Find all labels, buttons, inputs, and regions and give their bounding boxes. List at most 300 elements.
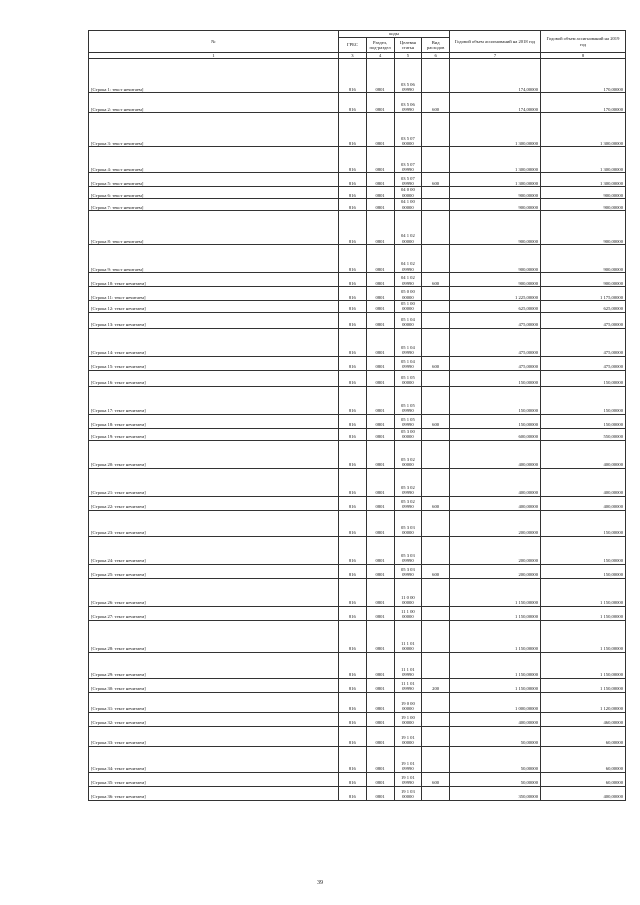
row-target-article: 04 1 00 00000 [394,199,422,211]
header-expense-type: Вид расходов [422,38,450,53]
row-grbs: 816 [339,414,367,428]
row-section: 0801 [366,468,394,496]
table-row [89,746,626,772]
row-amount-2018: 1 150,00000 [450,678,541,692]
row-section: 0801 [366,510,394,536]
row-grbs: 816 [339,93,367,113]
row-amount-2019: 400,00000 [541,440,626,468]
header-grbs: ГРБС [339,38,367,53]
row-expense-type [422,301,450,313]
row-grbs: 816 [339,147,367,173]
table-row [89,93,626,113]
table-row [89,692,626,712]
row-grbs: 816 [339,199,367,211]
colnum-4: 4 [366,53,394,59]
row-target-article: 05 0 00 00000 [394,287,422,301]
row-section: 0801 [366,59,394,93]
row-name: [Строка 30: текст нечитаем] [89,678,339,692]
row-grbs: 816 [339,620,367,652]
row-grbs: 816 [339,726,367,746]
row-amount-2019: 150,00000 [541,370,626,386]
colnum-3: 3 [339,53,367,59]
row-name: [Строка 16: текст нечитаем] [89,370,339,386]
row-amount-2018: 400,00000 [450,712,541,726]
row-name: [Строка 29: текст нечитаем] [89,652,339,678]
row-grbs: 816 [339,496,367,510]
row-target-article: 03 5 07 09990 [394,173,422,187]
row-name: [Строка 23: текст нечитаем] [89,510,339,536]
row-amount-2018: 1 150,00000 [450,578,541,606]
table-row [89,211,626,245]
row-amount-2019: 1 120,00000 [541,692,626,712]
header-num: № [89,31,339,53]
row-grbs: 816 [339,245,367,273]
row-target-article: 11 0 00 00000 [394,578,422,606]
table-row [89,496,626,510]
row-target-article: 05 1 04 00000 [394,312,422,328]
row-name: [Строка 25: текст нечитаем] [89,564,339,578]
table-row [89,440,626,468]
row-amount-2019: 1 150,00000 [541,652,626,678]
row-section: 0801 [366,772,394,786]
table-row [89,147,626,173]
table-row [89,678,626,692]
row-expense-type [422,245,450,273]
row-amount-2018: 200,00000 [450,510,541,536]
header-year-2019: Годовой объем ассигнований на 2019 год [541,31,626,53]
row-section: 0801 [366,440,394,468]
row-section: 0801 [366,113,394,147]
row-name: [Строка 14: текст нечитаем] [89,328,339,356]
row-expense-type: 600 [422,93,450,113]
row-amount-2019: 1 300,00000 [541,113,626,147]
row-amount-2018: 350,00000 [450,786,541,800]
row-expense-type [422,113,450,147]
row-grbs: 816 [339,187,367,199]
row-grbs: 816 [339,746,367,772]
row-name: [Строка 11: текст нечитаем] [89,287,339,301]
row-amount-2019: 460,00000 [541,712,626,726]
row-target-article: 05 1 00 00000 [394,301,422,313]
table-row [89,301,626,313]
row-expense-type [422,652,450,678]
row-section: 0801 [366,606,394,620]
row-amount-2018: 475,00000 [450,312,541,328]
row-amount-2018: 150,00000 [450,414,541,428]
row-amount-2019: 475,00000 [541,328,626,356]
row-grbs: 816 [339,772,367,786]
row-name: [Строка 12: текст нечитаем] [89,301,339,313]
row-amount-2019: 900,00000 [541,199,626,211]
row-section: 0801 [366,428,394,440]
row-name: [Строка 9: текст нечитаем] [89,245,339,273]
row-target-article: 05 3 03 00000 [394,510,422,536]
row-amount-2018: 1 150,00000 [450,620,541,652]
row-grbs: 816 [339,328,367,356]
row-expense-type [422,746,450,772]
row-expense-type [422,620,450,652]
row-amount-2018: 400,00000 [450,468,541,496]
row-name: [Строка 17: текст нечитаем] [89,386,339,414]
header-section: Раздел, под-раздел [366,38,394,53]
row-target-article: 04 1 02 00000 [394,211,422,245]
row-expense-type: 600 [422,273,450,287]
row-name: [Строка 1: текст нечитаем] [89,59,339,93]
row-amount-2018: 150,00000 [450,386,541,414]
row-target-article: 19 1 03 00000 [394,786,422,800]
row-expense-type: 600 [422,772,450,786]
row-target-article: 05 3 00 00000 [394,428,422,440]
row-name: [Строка 26: текст нечитаем] [89,578,339,606]
row-amount-2019: 1 150,00000 [541,678,626,692]
row-section: 0801 [366,301,394,313]
row-amount-2018: 400,00000 [450,440,541,468]
row-amount-2019: 900,00000 [541,273,626,287]
row-amount-2018: 1 150,00000 [450,606,541,620]
row-target-article: 11 1 01 09990 [394,678,422,692]
header-year-2018: Годовой объем ассигнований на 2018 год [450,31,541,53]
row-amount-2018: 50,00000 [450,772,541,786]
row-target-article: 19 1 01 00000 [394,726,422,746]
row-section: 0801 [366,414,394,428]
colnum-5: 5 [394,53,422,59]
row-amount-2018: 200,00000 [450,536,541,564]
row-section: 0801 [366,173,394,187]
table-row [89,287,626,301]
row-name: [Строка 15: текст нечитаем] [89,356,339,370]
row-amount-2019: 900,00000 [541,245,626,273]
row-name: [Строка 4: текст нечитаем] [89,147,339,173]
row-section: 0801 [366,356,394,370]
row-grbs: 816 [339,356,367,370]
row-grbs: 816 [339,652,367,678]
row-target-article: 11 1 00 00000 [394,606,422,620]
row-name: [Строка 34: текст нечитаем] [89,746,339,772]
table-row [89,726,626,746]
table-row [89,428,626,440]
row-amount-2018: 900,00000 [450,273,541,287]
row-grbs: 816 [339,428,367,440]
row-expense-type [422,147,450,173]
table-row [89,578,626,606]
colnum-1: 1 [89,53,339,59]
row-name: [Строка 3: текст нечитаем] [89,113,339,147]
row-amount-2018: 150,00000 [450,370,541,386]
row-target-article: 05 1 05 09990 [394,386,422,414]
row-expense-type: 600 [422,356,450,370]
row-section: 0801 [366,536,394,564]
row-expense-type [422,187,450,199]
row-section: 0801 [366,678,394,692]
row-target-article: 03 5 06 09990 [394,93,422,113]
table-row [89,386,626,414]
row-section: 0801 [366,692,394,712]
row-target-article: 11 1 01 00000 [394,620,422,652]
row-section: 0801 [366,712,394,726]
row-section: 0801 [366,620,394,652]
row-amount-2019: 150,00000 [541,510,626,536]
row-expense-type [422,578,450,606]
table-row [89,510,626,536]
row-grbs: 816 [339,211,367,245]
row-amount-2019: 475,00000 [541,356,626,370]
row-section: 0801 [366,211,394,245]
row-grbs: 816 [339,59,367,93]
row-grbs: 816 [339,113,367,147]
row-expense-type: 600 [422,564,450,578]
table-row [89,620,626,652]
row-amount-2019: 60,00000 [541,746,626,772]
row-target-article: 19 1 01 09990 [394,746,422,772]
row-amount-2019: 170,00000 [541,59,626,93]
row-target-article: 04 1 02 09990 [394,273,422,287]
row-target-article: 05 1 04 09990 [394,356,422,370]
row-section: 0801 [366,786,394,800]
row-target-article: 19 1 00 00000 [394,712,422,726]
table-row [89,59,626,93]
row-name: [Строка 33: текст нечитаем] [89,726,339,746]
table-row [89,606,626,620]
table-row [89,652,626,678]
row-amount-2019: 60,00000 [541,772,626,786]
colnum-8: 8 [541,53,626,59]
row-amount-2019: 1 175,00000 [541,287,626,301]
row-amount-2018: 900,00000 [450,211,541,245]
row-section: 0801 [366,147,394,173]
row-expense-type [422,211,450,245]
row-target-article: 11 1 01 09990 [394,652,422,678]
row-name: [Строка 18: текст нечитаем] [89,414,339,428]
table-row [89,273,626,287]
row-amount-2018: 600,00000 [450,428,541,440]
row-grbs: 816 [339,312,367,328]
table-row [89,772,626,786]
header-target-article: Целевая статья [394,38,422,53]
budget-table [88,30,626,801]
row-amount-2018: 50,00000 [450,726,541,746]
row-amount-2019: 475,00000 [541,312,626,328]
row-amount-2019: 170,00000 [541,93,626,113]
row-section: 0801 [366,564,394,578]
row-name: [Строка 13: текст нечитаем] [89,312,339,328]
row-name: [Строка 5: текст нечитаем] [89,173,339,187]
table-body [89,59,626,800]
row-amount-2018: 475,00000 [450,328,541,356]
row-amount-2018: 400,00000 [450,496,541,510]
row-name: [Строка 20: текст нечитаем] [89,440,339,468]
row-expense-type [422,287,450,301]
table-row [89,712,626,726]
row-expense-type [422,199,450,211]
row-section: 0801 [366,199,394,211]
row-grbs: 816 [339,606,367,620]
row-target-article: 05 3 03 09990 [394,536,422,564]
row-amount-2018: 900,00000 [450,199,541,211]
row-section: 0801 [366,312,394,328]
row-amount-2019: 150,00000 [541,564,626,578]
row-amount-2019: 400,00000 [541,496,626,510]
row-grbs: 816 [339,273,367,287]
row-name: [Строка 31: текст нечитаем] [89,692,339,712]
row-section: 0801 [366,93,394,113]
table-row [89,356,626,370]
row-name: [Строка 22: текст нечитаем] [89,496,339,510]
row-name: [Строка 24: текст нечитаем] [89,536,339,564]
row-expense-type [422,370,450,386]
table-row [89,173,626,187]
row-grbs: 816 [339,692,367,712]
row-expense-type: 600 [422,173,450,187]
row-amount-2018: 174,00000 [450,59,541,93]
row-section: 0801 [366,496,394,510]
row-target-article: 03 5 06 09990 [394,59,422,93]
row-section: 0801 [366,578,394,606]
row-section: 0801 [366,726,394,746]
row-name: [Строка 28: текст нечитаем] [89,620,339,652]
row-grbs: 816 [339,510,367,536]
row-target-article: 05 3 02 09990 [394,496,422,510]
row-name: [Строка 21: текст нечитаем] [89,468,339,496]
row-target-article: 19 1 01 09990 [394,772,422,786]
row-grbs: 816 [339,678,367,692]
row-amount-2018: 1 300,00000 [450,173,541,187]
row-grbs: 816 [339,712,367,726]
row-name: [Строка 35: текст нечитаем] [89,772,339,786]
row-target-article: 05 3 03 09990 [394,564,422,578]
row-expense-type: 600 [422,496,450,510]
row-expense-type [422,692,450,712]
row-grbs: 816 [339,440,367,468]
row-expense-type [422,510,450,536]
row-name: [Строка 27: текст нечитаем] [89,606,339,620]
row-expense-type [422,440,450,468]
row-grbs: 816 [339,173,367,187]
row-amount-2018: 200,00000 [450,564,541,578]
row-expense-type [422,468,450,496]
row-amount-2018: 900,00000 [450,245,541,273]
row-section: 0801 [366,328,394,356]
row-section: 0801 [366,287,394,301]
row-target-article: 05 1 04 09990 [394,328,422,356]
row-target-article: 04 1 02 09990 [394,245,422,273]
row-target-article: 04 0 00 00000 [394,187,422,199]
colnum-7: 7 [450,53,541,59]
row-amount-2019: 150,00000 [541,414,626,428]
row-name: [Строка 32: текст нечитаем] [89,712,339,726]
row-expense-type [422,726,450,746]
row-grbs: 816 [339,536,367,564]
row-amount-2018: 475,00000 [450,356,541,370]
page-number: 39 [317,880,323,886]
row-name: [Строка 2: текст нечитаем] [89,93,339,113]
row-amount-2018: 1 150,00000 [450,652,541,678]
row-expense-type [422,328,450,356]
row-section: 0801 [366,370,394,386]
table-row [89,113,626,147]
header-row-top [89,31,626,38]
table-row [89,468,626,496]
row-name: [Строка 8: текст нечитаем] [89,211,339,245]
row-amount-2018: 625,00000 [450,301,541,313]
row-name: [Строка 36: текст нечитаем] [89,786,339,800]
table-row [89,328,626,356]
table-row [89,187,626,199]
row-name: [Строка 6: текст нечитаем] [89,187,339,199]
row-section: 0801 [366,386,394,414]
header-codes: коды [339,31,450,38]
row-amount-2019: 550,00000 [541,428,626,440]
row-amount-2019: 1 150,00000 [541,620,626,652]
row-amount-2019: 1 150,00000 [541,578,626,606]
row-expense-type [422,786,450,800]
row-expense-type [422,536,450,564]
row-amount-2019: 150,00000 [541,386,626,414]
row-amount-2019: 900,00000 [541,211,626,245]
row-section: 0801 [366,652,394,678]
row-amount-2019: 60,00000 [541,726,626,746]
table-row [89,564,626,578]
row-amount-2019: 625,00000 [541,301,626,313]
row-amount-2019: 400,00000 [541,468,626,496]
row-name: [Строка 10: текст нечитаем] [89,273,339,287]
row-target-article: 03 5 07 00000 [394,113,422,147]
row-grbs: 816 [339,287,367,301]
table-row [89,312,626,328]
row-name: [Строка 19: текст нечитаем] [89,428,339,440]
row-amount-2018: 50,00000 [450,746,541,772]
row-expense-type: 600 [422,414,450,428]
row-amount-2019: 1 300,00000 [541,173,626,187]
table-row [89,536,626,564]
row-amount-2019: 1 150,00000 [541,606,626,620]
colnum-6: 6 [422,53,450,59]
row-target-article: 19 0 00 00000 [394,692,422,712]
row-amount-2018: 900,00000 [450,187,541,199]
row-target-article: 05 3 02 09990 [394,468,422,496]
row-expense-type [422,428,450,440]
row-section: 0801 [366,273,394,287]
table-row [89,199,626,211]
row-grbs: 816 [339,370,367,386]
row-amount-2018: 1 300,00000 [450,147,541,173]
row-expense-type: 200 [422,678,450,692]
row-grbs: 816 [339,564,367,578]
table-row [89,370,626,386]
row-expense-type [422,386,450,414]
row-target-article: 05 1 05 09990 [394,414,422,428]
row-section: 0801 [366,746,394,772]
row-amount-2019: 1 300,00000 [541,147,626,173]
row-amount-2018: 1 000,00000 [450,692,541,712]
table-row [89,786,626,800]
row-amount-2018: 1 300,00000 [450,113,541,147]
row-section: 0801 [366,187,394,199]
row-amount-2019: 150,00000 [541,536,626,564]
row-amount-2018: 174,00000 [450,93,541,113]
table-row [89,414,626,428]
row-grbs: 816 [339,468,367,496]
row-amount-2019: 400,00000 [541,786,626,800]
row-grbs: 816 [339,386,367,414]
row-grbs: 816 [339,301,367,313]
table-row [89,245,626,273]
row-grbs: 816 [339,786,367,800]
row-target-article: 05 1 05 00000 [394,370,422,386]
row-target-article: 05 3 02 00000 [394,440,422,468]
row-grbs: 816 [339,578,367,606]
row-section: 0801 [366,245,394,273]
row-expense-type [422,312,450,328]
